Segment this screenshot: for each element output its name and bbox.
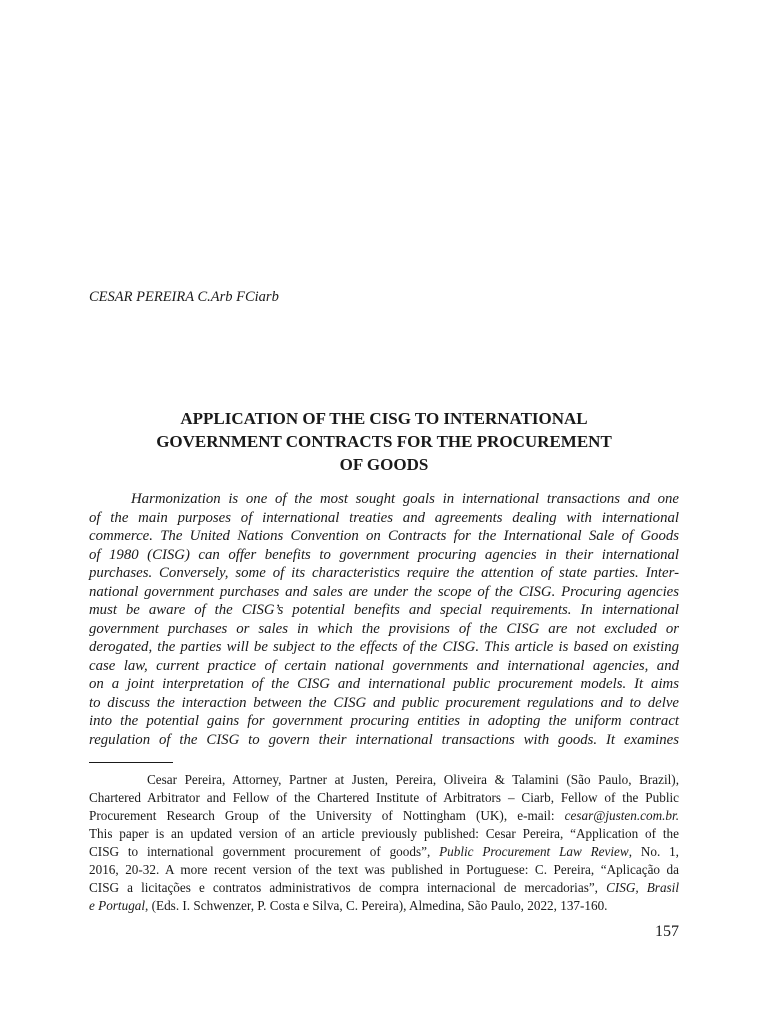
footnote-line bbox=[89, 807, 679, 825]
book-title: e Portugal bbox=[89, 898, 146, 913]
footnote-line bbox=[89, 897, 679, 915]
abstract-line: to discuss the interaction between the CISG and public procurement regulations and to delve bbox=[89, 694, 679, 711]
footnote-line: Cesar Pereira, Attorney, Partner at Justen, Pereira, Oliveira & Talamini (São Paulo, Brazil), bbox=[147, 772, 679, 787]
abstract-line: commerce. The United Nations Convention on Contracts for the International Sale of Goods bbox=[89, 528, 679, 544]
book-title: CISG, Brasil bbox=[606, 880, 679, 895]
footnote-text: , No. 1, bbox=[628, 844, 679, 859]
title-line: GOVERNMENT CONTRACTS FOR THE PROCUREMENT bbox=[156, 432, 612, 451]
abstract-line: purchases. Conversely, some of its characteristics require the attention of state parties. Inter- bbox=[89, 565, 679, 581]
article-title bbox=[89, 407, 679, 476]
abstract-line: derogated, the parties will be subject to the effects of the CISG. This article is based on existing bbox=[89, 639, 679, 655]
footnote bbox=[89, 771, 679, 915]
footnote-text: CISG a licitações e contratos administrativos de compra internacional de mercadorias”, bbox=[89, 880, 607, 895]
abstract-line: government purchases or sales in which the provisions of the CISG are not excluded or bbox=[89, 620, 679, 637]
abstract-line: into the potential gains for government procuring entities in adopting the uniform contract bbox=[89, 713, 679, 729]
title-line: OF GOODS bbox=[339, 455, 429, 474]
title-line: APPLICATION OF THE CISG TO INTERNATIONAL bbox=[180, 409, 588, 428]
footnote-line: Chartered Arbitrator and Fellow of the Chartered Institute of Arbitrators – Ciarb, Fellow of the Public bbox=[89, 790, 679, 805]
footnote-line: 2016, 20-32. A more recent version of the text was published in Portuguese: C. Pereira, “Aplicação da bbox=[89, 862, 679, 877]
footnote-text: CISG to international government procurement of goods”, bbox=[89, 844, 440, 859]
author-name: CESAR PEREIRA C.Arb FCiarb bbox=[89, 289, 279, 305]
footnote-line: This paper is an updated version of an article previously published: Cesar Pereira, “Application of the bbox=[89, 826, 679, 841]
abstract-line: national government purchases and sales are under the scope of the CISG. Procuring agencies bbox=[89, 583, 679, 600]
abstract-line: case law, current practice of certain national governments and international agencies, and bbox=[89, 657, 679, 674]
footnote-text: , (Eds. I. Schwenzer, P. Costa e Silva, C. Pereira), Almedina, São Paulo, 2022, 137-160. bbox=[145, 898, 608, 913]
abstract-line: must be aware of the CISG’s potential benefits and special requirements. In international bbox=[89, 602, 679, 618]
footnote-line bbox=[89, 879, 679, 897]
footnote-line bbox=[89, 843, 679, 861]
footnote-divider bbox=[89, 762, 173, 763]
abstract bbox=[89, 490, 679, 749]
footnote-text: Procurement Research Group of the University of Nottingham (UK), e-mail: bbox=[89, 808, 565, 823]
journal-title: Public Procurement Law Review bbox=[439, 844, 629, 859]
page-number: 157 bbox=[655, 923, 679, 940]
abstract-line: of the main purposes of international treaties and agreements dealing with international bbox=[89, 509, 679, 526]
abstract-line: on a joint interpretation of the CISG and international public procurement models. It aims bbox=[89, 676, 679, 692]
author-email: cesar@justen.com.br. bbox=[564, 808, 679, 823]
abstract-line: Harmonization is one of the most sought goals in international transactions and one bbox=[131, 491, 679, 507]
abstract-line: of 1980 (CISG) can offer benefits to government procuring agencies in their international bbox=[89, 546, 679, 563]
abstract-line: regulation of the CISG to govern their international transactions with goods. It examines bbox=[89, 731, 679, 748]
